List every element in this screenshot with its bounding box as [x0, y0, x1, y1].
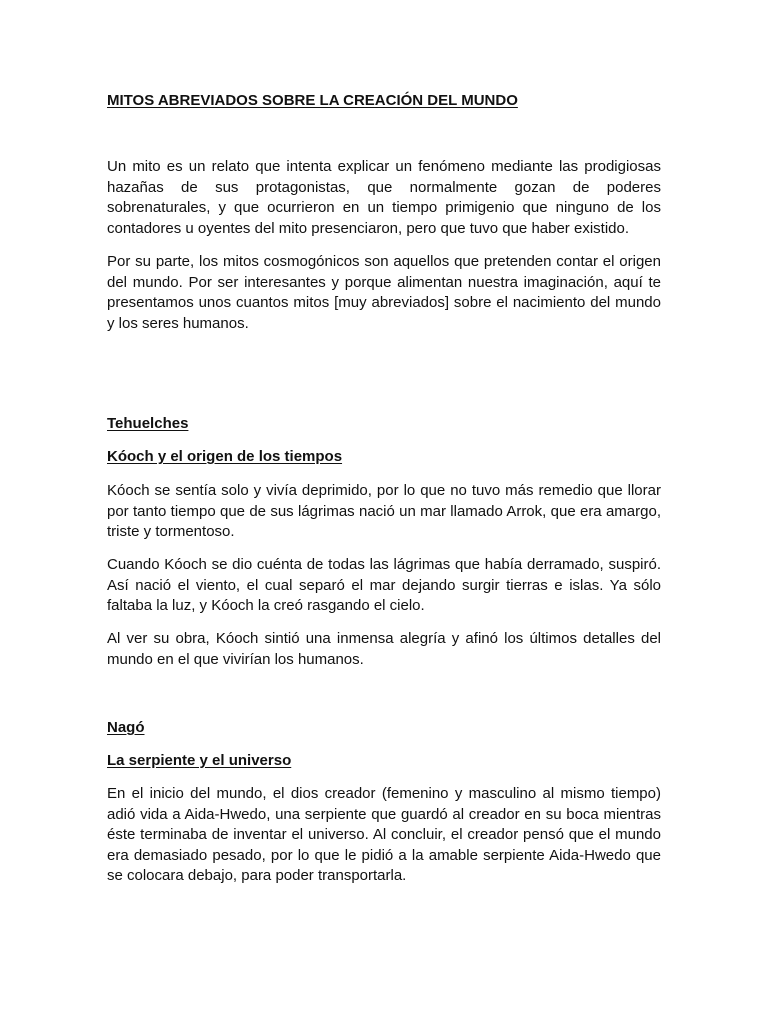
section-heading: Tehuelches	[107, 415, 189, 432]
section-paragraph: Al ver su obra, Kóoch sintió una inmensa alegría y afinó los últimos detalles del mundo en el que vivirían los humanos.	[107, 630, 661, 668]
section-subheading: Kóoch y el origen de los tiempos	[107, 448, 343, 465]
section-paragraph: En el inicio del mundo, el dios creador (femenino y masculino al mismo tiempo) adió vida a Aida-Hwedo, una serpiente que guardó al creador en su boca mientras éste terminaba de inventar el universo. Al concluir, el creador pensó que el mundo era demasiado pesado, por lo que le pidió a la amable serpiente Aida-Hwedo que se colocara debajo, para poder transportarla.	[107, 785, 661, 885]
section-paragraph: Cuando Kóoch se dio cuénta de todas las lágrimas que había derramado, suspiró. Así nació el viento, el cual separó el mar dejando surgir tierras e islas. Ya sólo faltaba la luz, y Kóoch la creó rasgando el cielo.	[107, 556, 661, 615]
intro-paragraph: Por su parte, los mitos cosmogónicos son aquellos que pretenden contar el origen del mundo. Por ser interesantes y porque alimentan nuestra imaginación, aquí te presentamos unos cuantos mitos [muy abreviados] sobre el nacimiento del mundo y los seres humanos.	[107, 253, 661, 332]
section-heading: Nagó	[107, 719, 145, 736]
document-title: MITOS ABREVIADOS SOBRE LA CREACIÓN DEL MUNDO	[107, 92, 518, 109]
section-subheading: La serpiente y el universo	[107, 752, 292, 769]
section-paragraph: Kóoch se sentía solo y vivía deprimido, por lo que no tuvo más remedio que llorar por tanto tiempo que de sus lágrimas nació un mar llamado Arrok, que era amargo, triste y tormentoso.	[107, 482, 661, 541]
intro-paragraph: Un mito es un relato que intenta explicar un fenómeno mediante las prodigiosas hazañas de sus protagonistas, que normalmente gozan de poderes sobrenaturales, y que ocurrieron en un tiempo primigenio que ninguno de los contadores u oyentes del mito presenciaron, pero que tuvo que haber existido.	[107, 158, 661, 237]
